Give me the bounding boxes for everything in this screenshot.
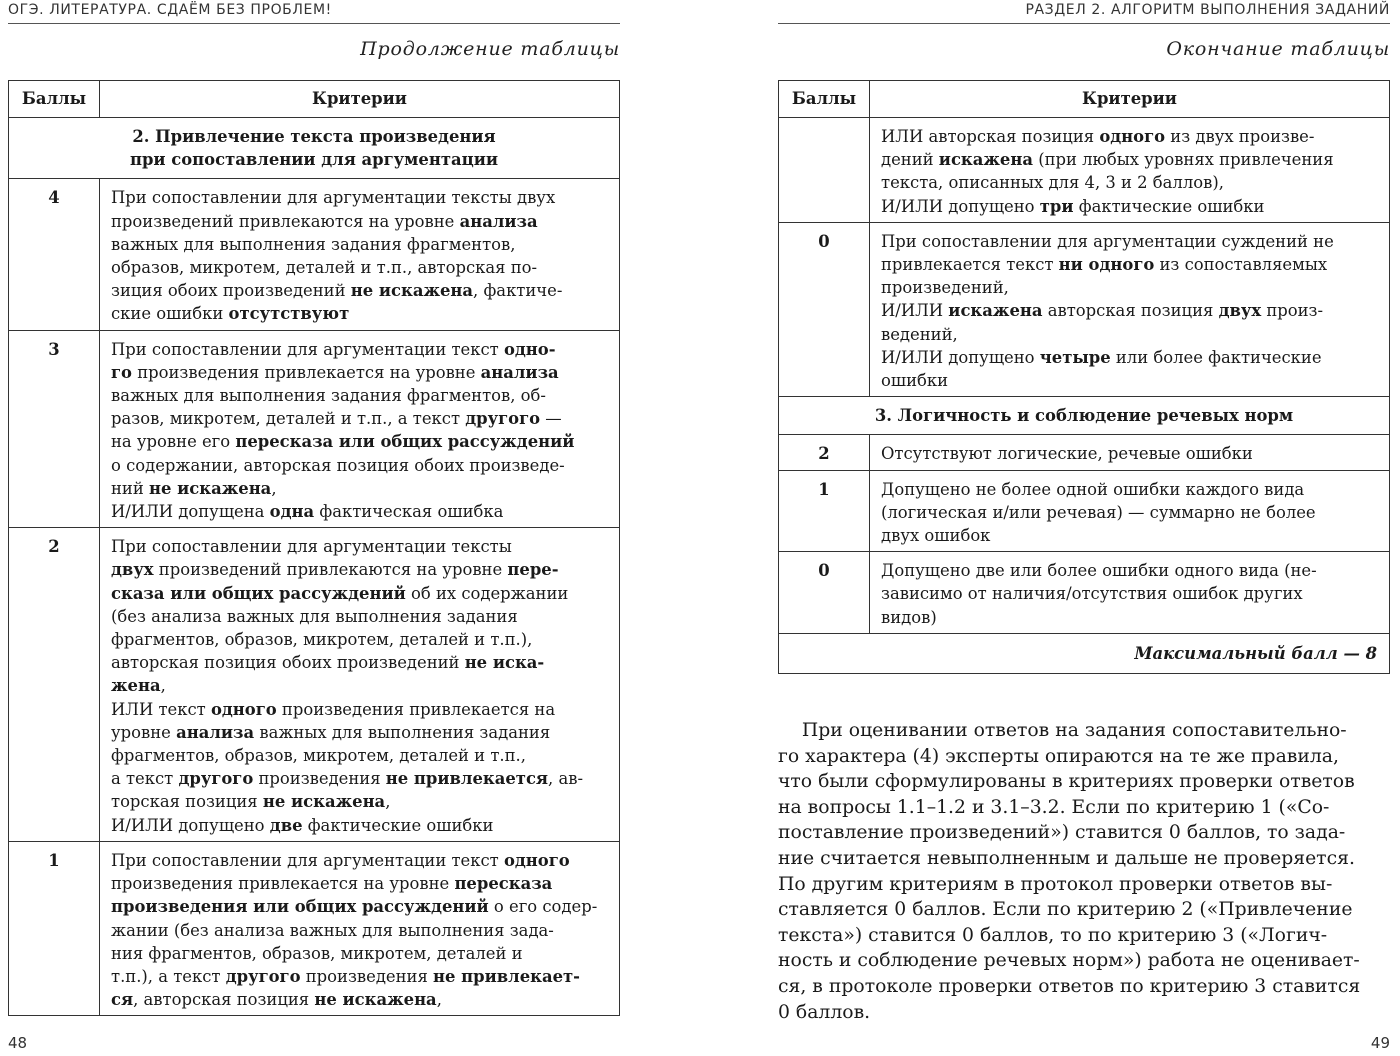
bold-fragment: го (111, 362, 132, 382)
criteria-line (111, 210, 611, 233)
text-fragment: о содержании, авторская позиция обоих произведе- (111, 455, 565, 475)
paragraph-line: ся, в протоколе проверки ответов по критерию 3 ставится (778, 975, 1361, 997)
criteria-cell (870, 222, 1390, 396)
text-fragment: И/ИЛИ допущено (111, 815, 270, 835)
bold-fragment: не искажена (262, 792, 386, 812)
criteria-line (111, 384, 611, 407)
text-fragment: ошибки (881, 371, 949, 391)
text-fragment: При сопоставлении для аргументации тексты двух (111, 188, 556, 208)
text-fragment: При сопоставлении для аргументации текст (111, 339, 504, 359)
criteria-line (111, 558, 611, 581)
text-fragment: Допущено две или более ошибки одного вида (не- (881, 561, 1317, 581)
text-fragment: фактические ошибки (302, 815, 494, 835)
text-fragment: произведения привлекается на (276, 699, 556, 719)
criteria-line (111, 279, 611, 302)
text-fragment: И/ИЛИ допущена (111, 502, 270, 522)
bold-fragment: произведения или общих рассуждений (111, 897, 489, 917)
criteria-line (881, 442, 1381, 465)
score-cell: 3 (9, 330, 100, 528)
bold-fragment: анализа (480, 362, 559, 382)
text-fragment: произведений привлекаются на уровне (153, 560, 508, 580)
text-fragment: ния фрагментов, образов, микротем, деталей и (111, 943, 523, 963)
text-fragment: При сопоставлении для аргументации тексты (111, 537, 512, 557)
paragraph-line: текста») ставится 0 баллов, то по критерию 3 («Логич- (778, 924, 1328, 946)
text-fragment: И/ИЛИ (881, 301, 949, 321)
text-fragment: фрагментов, образов, микротем, деталей и т.п.), (111, 630, 533, 650)
paragraph-line: ность и соблюдение речевых норм») работа не оценивает- (778, 950, 1360, 972)
bold-fragment: сказа или общих рассуждений (111, 583, 406, 603)
bold-fragment: другого (225, 966, 301, 986)
text-fragment: двух ошибок (881, 526, 991, 546)
score-cell: 2 (779, 435, 870, 470)
criteria-cell (870, 552, 1390, 634)
criteria-cell (100, 528, 620, 842)
paragraph-line: По другим критериям в протокол проверки ответов вы- (778, 873, 1333, 895)
criteria-line (111, 628, 611, 651)
bold-fragment: ся (111, 990, 134, 1010)
criteria-cell (870, 470, 1390, 552)
text-fragment: из двух произве- (1165, 127, 1315, 146)
bold-fragment: жена (111, 676, 161, 696)
text-fragment: (без анализа важных для выполнения задания (111, 606, 518, 626)
bold-fragment: ни одного (1058, 255, 1155, 275)
text-fragment: авторская позиция обоих произведений (111, 653, 465, 673)
bold-fragment: не привлекается (385, 769, 549, 789)
table-row (9, 841, 620, 1015)
criteria-line (111, 849, 611, 872)
criteria-line (881, 148, 1381, 171)
page-number-right: 49 (1370, 1034, 1390, 1052)
section-heading-line: 2. Привлечение текста произведения (132, 127, 496, 146)
text-fragment: произ- (1261, 301, 1324, 321)
bold-fragment: пересказа (454, 874, 553, 894)
criteria-line (881, 582, 1381, 605)
criteria-line (111, 361, 611, 384)
text-fragment: произведений, (881, 278, 1009, 298)
criteria-line (111, 430, 611, 453)
paragraph-line: что были сформулированы в критериях проверки ответов (778, 771, 1355, 793)
score-cell: 2 (9, 528, 100, 842)
criteria-line (111, 651, 611, 674)
text-fragment: фрагментов, образов, микротем, деталей и т.п., (111, 746, 526, 766)
continuation-title-left: Продолжение таблицы (360, 38, 620, 60)
table-row (779, 118, 1390, 223)
paragraph-line: 0 баллов. (778, 1001, 871, 1023)
text-fragment: образов, микротем, деталей и т.п., авторская по- (111, 258, 538, 278)
bold-fragment: другого (178, 769, 254, 789)
text-fragment: о его содер- (488, 897, 598, 917)
text-fragment: важных для выполнения задания (254, 722, 551, 742)
score-cell: 1 (779, 470, 870, 552)
table-row (9, 179, 620, 330)
text-fragment: важных для выполнения задания фрагментов, об- (111, 386, 546, 406)
criteria-line (881, 478, 1381, 501)
bold-fragment: четыре (1039, 347, 1111, 367)
criteria-line (881, 346, 1381, 369)
bold-fragment: не искажена (350, 281, 474, 301)
criteria-line (111, 454, 611, 477)
text-fragment: ведений, (881, 324, 958, 344)
text-fragment: , авторская позиция (133, 990, 315, 1010)
criteria-line (111, 674, 611, 697)
criteria-line (111, 233, 611, 256)
bold-fragment: не привлекает- (433, 966, 580, 986)
paragraph-line: ние считается невыполненным и дальше не проверяется. (778, 847, 1355, 869)
score-cell: 0 (779, 552, 870, 634)
section-heading-2 (9, 118, 620, 179)
table-row (9, 330, 620, 528)
text-fragment: дений (881, 150, 939, 170)
criteria-cell (870, 118, 1390, 223)
criteria-line (881, 606, 1381, 629)
criteria-cell (100, 330, 620, 528)
text-fragment: И/ИЛИ допущено (881, 196, 1040, 216)
criteria-line (111, 721, 611, 744)
criteria-line (881, 171, 1381, 194)
score-cell: 1 (9, 841, 100, 1015)
bold-fragment: одно- (503, 339, 556, 359)
criteria-line (111, 814, 611, 837)
text-fragment: При сопоставлении для аргументации текст (111, 850, 504, 870)
text-fragment: на уровне его (111, 432, 236, 452)
text-fragment: текста, описанных для 4, 3 и 2 баллов), (881, 173, 1224, 193)
criteria-cell (870, 435, 1390, 470)
bold-fragment: двух (1218, 301, 1262, 321)
bold-fragment: не искажена (148, 478, 272, 498)
bold-fragment: одного (1099, 127, 1166, 146)
text-fragment: ний (111, 478, 149, 498)
table-row (9, 528, 620, 842)
bold-fragment: одна (269, 502, 315, 522)
criteria-table-left (8, 80, 620, 1016)
text-fragment: фактическая ошибка (314, 502, 504, 522)
text-fragment: Допущено не более одной ошибки каждого вида (881, 479, 1305, 499)
text-fragment: зависимо от наличия/отсутствия ошибок других (881, 584, 1303, 604)
continuation-title-right: Окончание таблицы (1166, 38, 1390, 60)
text-fragment: ские ошибки (111, 304, 229, 324)
criteria-line (111, 744, 611, 767)
criteria-line (881, 230, 1381, 253)
text-fragment: торская позиция (111, 792, 263, 812)
criteria-cell (100, 179, 620, 330)
bold-fragment: анализа (459, 211, 538, 231)
bold-fragment: три (1039, 196, 1074, 216)
criteria-line (111, 186, 611, 209)
criteria-line (111, 790, 611, 813)
criteria-cell (100, 841, 620, 1015)
criteria-line (111, 535, 611, 558)
criteria-line (881, 125, 1381, 148)
text-fragment: произведения привлекается на уровне (131, 362, 481, 382)
criteria-line (111, 302, 611, 325)
bold-fragment: двух (111, 560, 154, 580)
table-row (779, 222, 1390, 396)
paragraph-line: При оценивании ответов на задания сопоставительно- (778, 720, 1347, 741)
bold-fragment: отсутствуют (228, 304, 350, 324)
criteria-line (881, 501, 1381, 524)
text-fragment: произведения (300, 966, 434, 986)
criteria-line (881, 559, 1381, 582)
score-cell: 4 (9, 179, 100, 330)
text-fragment: жании (без анализа важных для выполнения зада- (111, 920, 554, 940)
bold-fragment: другого (465, 409, 541, 429)
criteria-line (111, 919, 611, 942)
criteria-line (881, 369, 1381, 392)
page-number-left: 48 (8, 1034, 28, 1052)
text-fragment: , фактиче- (473, 281, 563, 301)
column-header-score: Баллы (9, 81, 100, 118)
criteria-line (111, 942, 611, 965)
paragraph-line: поставление произведений») ставится 0 баллов, то зада- (778, 822, 1346, 844)
criteria-table-right (778, 80, 1390, 674)
table-row (779, 552, 1390, 634)
criteria-line (881, 323, 1381, 346)
bold-fragment: одного (210, 699, 277, 719)
text-fragment: зиция обоих произведений (111, 281, 351, 301)
criteria-line (881, 276, 1381, 299)
text-fragment: из сопоставляемых (1154, 255, 1328, 275)
criteria-line (111, 895, 611, 918)
criteria-line (111, 500, 611, 523)
criteria-line (881, 253, 1381, 276)
criteria-line (881, 299, 1381, 322)
criteria-line (111, 407, 611, 430)
table-row (779, 435, 1390, 470)
criteria-line (111, 872, 611, 895)
text-fragment: , (385, 792, 391, 812)
criteria-line (111, 605, 611, 628)
text-fragment: ИЛИ текст (111, 699, 211, 719)
column-header-criteria: Критерии (100, 81, 620, 118)
section-row-2 (9, 118, 620, 179)
page-left (8, 0, 620, 1056)
section-row-3 (779, 397, 1390, 435)
criteria-line (111, 256, 611, 279)
column-header-criteria: Критерии (870, 81, 1390, 118)
text-fragment: , (436, 990, 442, 1010)
criteria-line (111, 477, 611, 500)
text-fragment: а текст (111, 769, 179, 789)
bold-fragment: искажена (938, 150, 1033, 170)
bold-fragment: две (269, 815, 303, 835)
section-heading-3: 3. Логичность и соблюдение речевых норм (779, 397, 1390, 435)
score-cell (779, 118, 870, 223)
page-right (778, 0, 1390, 1056)
text-fragment: (при любых уровнях привлечения (1032, 150, 1334, 170)
text-fragment: привлекается текст (881, 255, 1059, 275)
text-fragment: — (540, 409, 562, 429)
score-cell: 0 (779, 222, 870, 396)
text-fragment: произведения (253, 769, 386, 789)
bold-fragment: искажена (948, 301, 1043, 321)
text-fragment: разов, микротем, деталей и т.п., а текст (111, 409, 466, 429)
criteria-line (881, 524, 1381, 547)
max-score-row (779, 633, 1390, 673)
bold-fragment: не искажена (314, 990, 437, 1010)
section-heading-line: при сопоставлении для аргументации (129, 150, 499, 170)
text-fragment: произведения привлекается на уровне (111, 874, 455, 894)
text-fragment: важных для выполнения задания фрагментов, (111, 234, 516, 254)
text-fragment: При сопоставлении для аргументации суждений не (881, 231, 1334, 251)
text-fragment: произведений привлекаются на уровне (111, 211, 460, 231)
text-fragment: авторская позиция (1042, 301, 1219, 321)
bold-fragment: пере- (507, 560, 559, 580)
table-row (779, 470, 1390, 552)
body-paragraph (778, 718, 1390, 1025)
text-fragment: , (271, 478, 277, 498)
text-fragment: или более фактические (1110, 347, 1322, 367)
table-header-row (779, 81, 1390, 118)
bold-fragment: пересказа или общих рассуждений (235, 432, 575, 452)
column-header-score: Баллы (779, 81, 870, 118)
text-fragment: видов) (881, 607, 937, 627)
text-fragment: , ав- (548, 769, 583, 789)
text-fragment: уровне (111, 722, 177, 742)
text-fragment: об их содержании (405, 583, 569, 603)
paragraph-line: ставляется 0 баллов. Если по критерию 2 («Привлечение (778, 899, 1353, 921)
text-fragment: И/ИЛИ допущено (881, 347, 1040, 367)
running-head-right: РАЗДЕЛ 2. АЛГОРИТМ ВЫПОЛНЕНИЯ ЗАДАНИЙ (778, 2, 1390, 24)
paragraph-line: го характера (4) эксперты опираются на те же правила, (778, 745, 1339, 767)
criteria-line (881, 195, 1381, 218)
text-fragment: Отсутствуют логические, речевые ошибки (881, 444, 1253, 464)
text-fragment: т.п.), а текст (111, 966, 226, 986)
bold-fragment: анализа (176, 722, 255, 742)
text-fragment: ИЛИ авторская позиция (881, 127, 1100, 146)
paragraph-line: на вопросы 1.1–1.2 и 3.1–3.2. Если по критерию 1 («Со- (778, 796, 1330, 818)
text-fragment: , (160, 676, 166, 696)
max-score: Максимальный балл — 8 (779, 633, 1390, 673)
table-header-row (9, 81, 620, 118)
bold-fragment: не иска- (464, 653, 545, 673)
running-head-left: ОГЭ. ЛИТЕРАТУРА. СДАЁМ БЕЗ ПРОБЛЕМ! (8, 2, 620, 24)
bold-fragment: одного (503, 850, 570, 870)
text-fragment: фактические ошибки (1073, 196, 1265, 216)
criteria-line (111, 582, 611, 605)
text-fragment: (логическая и/или речевая) — суммарно не более (881, 502, 1316, 522)
criteria-line (111, 338, 611, 361)
criteria-line (111, 698, 611, 721)
criteria-line (111, 988, 611, 1011)
criteria-line (111, 965, 611, 988)
criteria-line (111, 767, 611, 790)
